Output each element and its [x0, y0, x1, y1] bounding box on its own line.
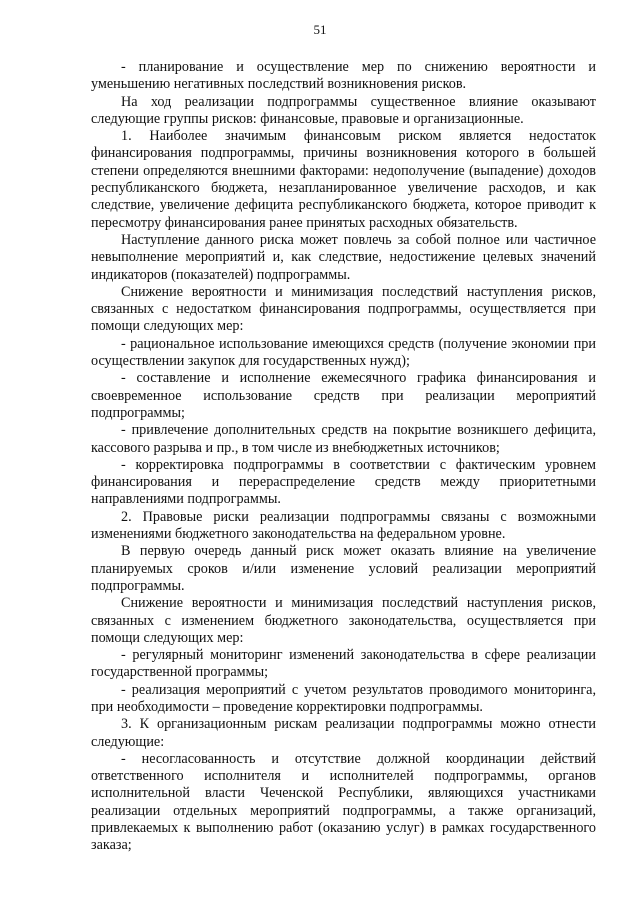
document-body	[91, 59, 596, 855]
paragraph: - несогласованность и отсутствие должной координации действий ответственного исполнителя и исполнителей подпрограммы, органов исполнительной власти Чеченской Республики, являющихся участниками реализации отдельных мероприятий подпрограммы, а также организаций, привлекаемых к выполнению работ (оказанию услуг) в рамках государственного заказа;	[91, 750, 596, 854]
paragraph: - реализация мероприятий с учетом результатов проводимого мониторинга, при необходимости – проведение корректировки подпрограммы.	[91, 681, 596, 715]
paragraph: На ход реализации подпрограммы существенное влияние оказывают следующие группы рисков: финансовые, правовые и организационные.	[91, 93, 596, 127]
paragraph: Снижение вероятности и минимизация последствий наступления рисков, связанных с изменением бюджетного законодательства, осуществляется при помощи следующих мер:	[91, 595, 596, 646]
page-number: 51	[313, 22, 327, 37]
paragraph: - рациональное использование имеющихся средств (получение экономии при осуществлении закупок для государственных нужд);	[91, 335, 596, 370]
paragraph: 3. К организационным рискам реализации подпрограммы можно отнести следующие:	[91, 716, 596, 750]
paragraph: 2. Правовые риски реализации подпрограммы связаны с возможными изменениями бюджетного законодательства на федеральном уровне.	[91, 508, 596, 543]
paragraph: Наступление данного риска может повлечь за собой полное или частичное невыполнение мероприятий и, как следствие, недостижение целевых значений индикаторов (показателей) подпрограммы.	[91, 231, 596, 283]
paragraph: - планирование и осуществление мер по снижению вероятности и уменьшению негативных последствий возникновения рисков.	[91, 59, 596, 93]
paragraph: - привлечение дополнительных средств на покрытие возникшего дефицита, кассового разрыва и пр., в том числе из внебюджетных источников;	[91, 422, 596, 456]
paragraph: В первую очередь данный риск может оказать влияние на увеличение планируемых сроков и/или изменение условий реализации мероприятий подпрограммы.	[91, 543, 596, 594]
paragraph: 1. Наиболее значимым финансовым риском является недостаток финансирования подпрограммы, причины возникновения которого в большей степени определяются внешними факторами: недополучение (выпадение) доходов республиканского бюджета, незапланированное увеличение расходов, и как следствие, увеличение дефицита республиканского бюджета, которое приводит к пересмотру финансирования ранее принятых расходных обязательств.	[91, 128, 596, 231]
paragraph: - регулярный мониторинг изменений законодательства в сфере реализации государственной программы;	[91, 647, 596, 681]
paragraph: Снижение вероятности и минимизация последствий наступления рисков, связанных с недостатком финансирования подпрограммы, осуществляется при помощи следующих мер:	[91, 283, 596, 335]
paragraph: - составление и исполнение ежемесячного графика финансирования и своевременное использование средств при реализации мероприятий подпрограммы;	[91, 370, 596, 421]
paragraph: - корректировка подпрограммы в соответствии с фактическим уровнем финансирования и перераспределение средств между приоритетными направлениями подпрограммы.	[91, 456, 596, 508]
